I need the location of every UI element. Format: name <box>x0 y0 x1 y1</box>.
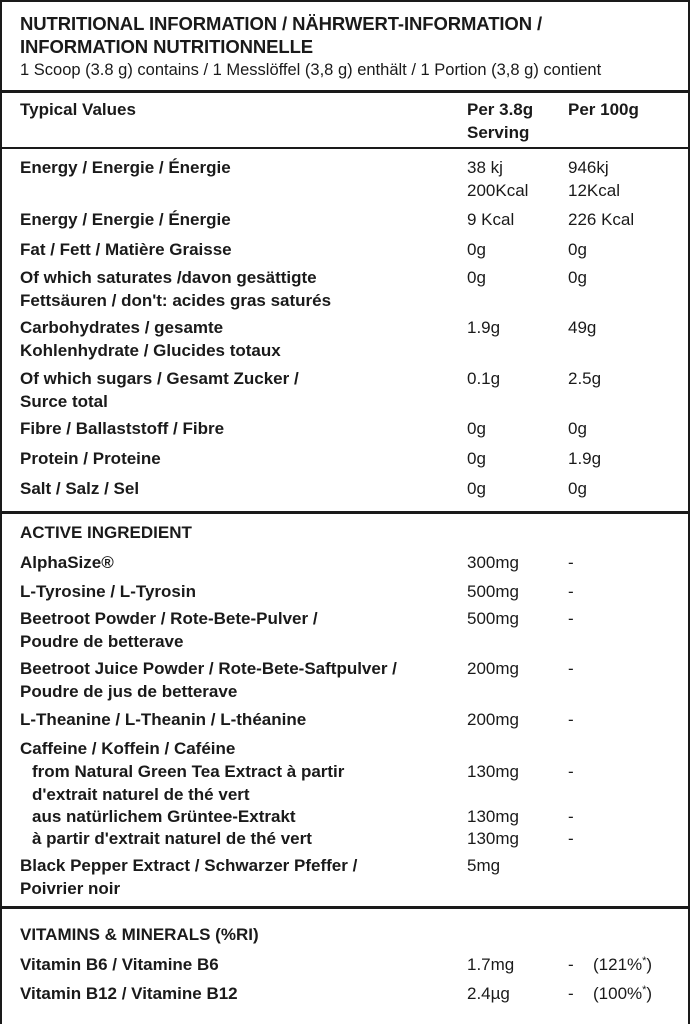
per-serving-value <box>467 239 486 262</box>
ingredient-amount: 300mg <box>467 553 519 572</box>
divider-thick <box>0 90 690 93</box>
nutrient-label <box>20 448 161 471</box>
per-100g-value-line: 0g <box>568 419 587 438</box>
ingredient-amount: 500mg <box>467 582 519 601</box>
per-100g-value <box>568 267 587 290</box>
ingredient-label: L-Theanine / L-Theanin / L-théanine <box>20 710 307 729</box>
per-serving-value-line: 0g <box>467 240 486 259</box>
ingredient-per-100g: - <box>568 553 574 572</box>
vitamin-amount: 2.4µg <box>467 984 510 1003</box>
divider <box>0 147 690 149</box>
ingredient-per-100g: - <box>568 582 574 601</box>
ingredient-amount: 130mg <box>467 762 519 781</box>
col-serving-heading-line-1: Per 3.8g <box>467 100 534 119</box>
ingredient-label: Beetroot Powder / Rote-Bete-Pulver / <box>20 609 318 628</box>
ingredient-label: Beetroot Juice Powder / Rote-Bete-Saftpulver / <box>20 659 397 678</box>
ingredient-label: L-Tyrosine / L-Tyrosin <box>20 582 196 601</box>
per-serving-value <box>467 267 486 290</box>
per-serving-value-line: 38 kj <box>467 158 503 177</box>
nutrient-label-line: Protein / Proteine <box>20 449 161 468</box>
nutrient-label-line: Salt / Salz / Sel <box>20 479 140 498</box>
title-line-2: INFORMATION NUTRITIONNELLE <box>20 36 314 57</box>
reference-intake-percent <box>593 954 652 977</box>
per-serving-value-line: 200Kcal <box>467 180 529 200</box>
ingredient-per-100g: - <box>568 609 574 628</box>
ingredient-label: Poudre de jus de betterave <box>20 682 238 701</box>
col-serving-heading-line-2: Serving <box>467 122 530 142</box>
divider-thick <box>0 906 690 909</box>
ri-value: (100% <box>593 984 643 1003</box>
per-100g-value <box>568 448 601 471</box>
per-100g-value <box>568 209 634 232</box>
per-serving-value-line: 0g <box>467 268 486 287</box>
nutrient-label <box>20 478 139 501</box>
ingredient-label: AlphaSize® <box>20 553 114 572</box>
vitamin-amount: 1.7mg <box>467 955 515 974</box>
active-ingredient-heading: ACTIVE INGREDIENT <box>20 523 192 542</box>
ri-close: ) <box>646 955 653 974</box>
asterisk-footnote: * <box>642 955 647 967</box>
nutrient-label <box>20 317 281 362</box>
reference-intake-percent <box>593 983 652 1006</box>
nutrient-label <box>20 209 231 232</box>
nutrient-label-line: Fettsäuren / don't: acides gras saturés <box>20 290 332 310</box>
per-100g-value <box>568 478 587 501</box>
nutrient-label-line: Energy / Energie / Énergie <box>20 210 231 229</box>
title-line-1: NUTRITIONAL INFORMATION / NÄHRWERT-INFORMATION / <box>20 13 543 34</box>
per-serving-value <box>467 448 486 471</box>
nutrient-label <box>20 239 232 262</box>
ingredient-label: Poudre de betterave <box>20 632 184 651</box>
vitamin-label: Vitamin B6 / Vitamine B6 <box>20 955 219 974</box>
col-100g-heading: Per 100g <box>568 100 639 119</box>
nutrient-label-line: Fat / Fett / Matière Graisse <box>20 240 232 259</box>
nutrient-label-line: Of which sugars / Gesamt Zucker / <box>20 369 299 388</box>
per-100g-value-line: 49g <box>568 318 597 337</box>
per-100g-value <box>568 368 601 391</box>
ingredient-label: from Natural Green Tea Extract à partir <box>32 762 345 781</box>
col-serving-heading <box>467 99 533 144</box>
per-100g-value <box>568 418 587 441</box>
per-100g-value-line: 0g <box>568 268 587 287</box>
ingredient-amount: 130mg <box>467 807 519 826</box>
ingredient-label: Poivrier noir <box>20 879 121 898</box>
per-100g-value-line: 1.9g <box>568 449 602 468</box>
ingredient-label: d'extrait naturel de thé vert <box>32 785 250 804</box>
nutrient-label-line: Energy / Energie / Énergie <box>20 158 231 177</box>
per-100g-value-line: 0g <box>568 479 587 498</box>
label-header <box>20 12 680 81</box>
nutrient-label <box>20 157 231 180</box>
divider-thick <box>0 511 690 514</box>
per-100g-value-line: 946kj <box>568 158 609 177</box>
ingredient-per-100g: - <box>568 710 574 729</box>
nutrient-label <box>20 368 299 413</box>
serving-info: 1 Scoop (3.8 g) contains / 1 Messlöffel (3,8 g) enthält / 1 Portion (3,8 g) contient <box>20 61 602 79</box>
nutrient-label-line: Kohlenhydrate / Glucides totaux <box>20 340 281 360</box>
per-100g-value <box>568 157 620 202</box>
vitamin-label: Vitamin B12 / Vitamine B12 <box>20 984 238 1003</box>
per-serving-value <box>467 209 514 232</box>
ingredient-amount: 5mg <box>467 856 501 875</box>
ingredient-amount: 500mg <box>467 609 519 628</box>
per-serving-value <box>467 317 500 340</box>
per-serving-value <box>467 157 528 202</box>
per-serving-value-line: 0.1g <box>467 369 501 388</box>
per-serving-value-line: 9 Kcal <box>467 210 515 229</box>
ri-close: ) <box>646 984 653 1003</box>
per-serving-value-line: 1.9g <box>467 318 501 337</box>
per-serving-value-line: 0g <box>467 479 486 498</box>
ingredient-amount: 130mg <box>467 829 519 848</box>
ingredient-label: aus natürlichem Grüntee-Extrakt <box>32 807 296 826</box>
per-serving-value <box>467 418 486 441</box>
ri-value: (121% <box>593 955 643 974</box>
nutrient-label-line: Of which saturates /davon gesättigte <box>20 268 317 287</box>
per-100g-value-line: 0g <box>568 240 587 259</box>
ingredient-amount: 200mg <box>467 710 519 729</box>
nutrient-label <box>20 418 224 441</box>
nutrient-label <box>20 267 331 312</box>
ingredient-label: Black Pepper Extract / Schwarzer Pfeffer / <box>20 856 358 875</box>
nutrient-label-line: Surce total <box>20 391 108 411</box>
nutrient-label-line: Carbohydrates / gesamte <box>20 318 224 337</box>
per-100g-value-line: 12Kcal <box>568 180 620 200</box>
ingredient-per-100g: - <box>568 829 574 848</box>
ingredient-per-100g: - <box>568 762 574 781</box>
ingredient-amount: 200mg <box>467 659 519 678</box>
asterisk-footnote: * <box>642 984 647 996</box>
per-100g-value <box>568 239 587 262</box>
vitamin-per-100g: - <box>568 955 574 974</box>
per-serving-value <box>467 368 500 391</box>
typical-values-heading: Typical Values <box>20 100 136 119</box>
ingredient-per-100g: - <box>568 807 574 826</box>
ingredient-label: Caffeine / Koffein / Caféine <box>20 739 236 758</box>
per-serving-value-line: 0g <box>467 449 486 468</box>
vitamin-per-100g: - <box>568 984 574 1003</box>
nutrient-label-line: Fibre / Ballaststoff / Fibre <box>20 419 225 438</box>
vitamins-heading: VITAMINS & MINERALS (%RI) <box>20 925 259 944</box>
per-serving-value-line: 0g <box>467 419 486 438</box>
per-100g-value-line: 2.5g <box>568 369 602 388</box>
per-100g-value-line: 226 Kcal <box>568 210 635 229</box>
per-100g-value <box>568 317 596 340</box>
per-serving-value <box>467 478 486 501</box>
ingredient-label: à partir d'extrait naturel de thé vert <box>32 829 312 848</box>
ingredient-per-100g: - <box>568 659 574 678</box>
